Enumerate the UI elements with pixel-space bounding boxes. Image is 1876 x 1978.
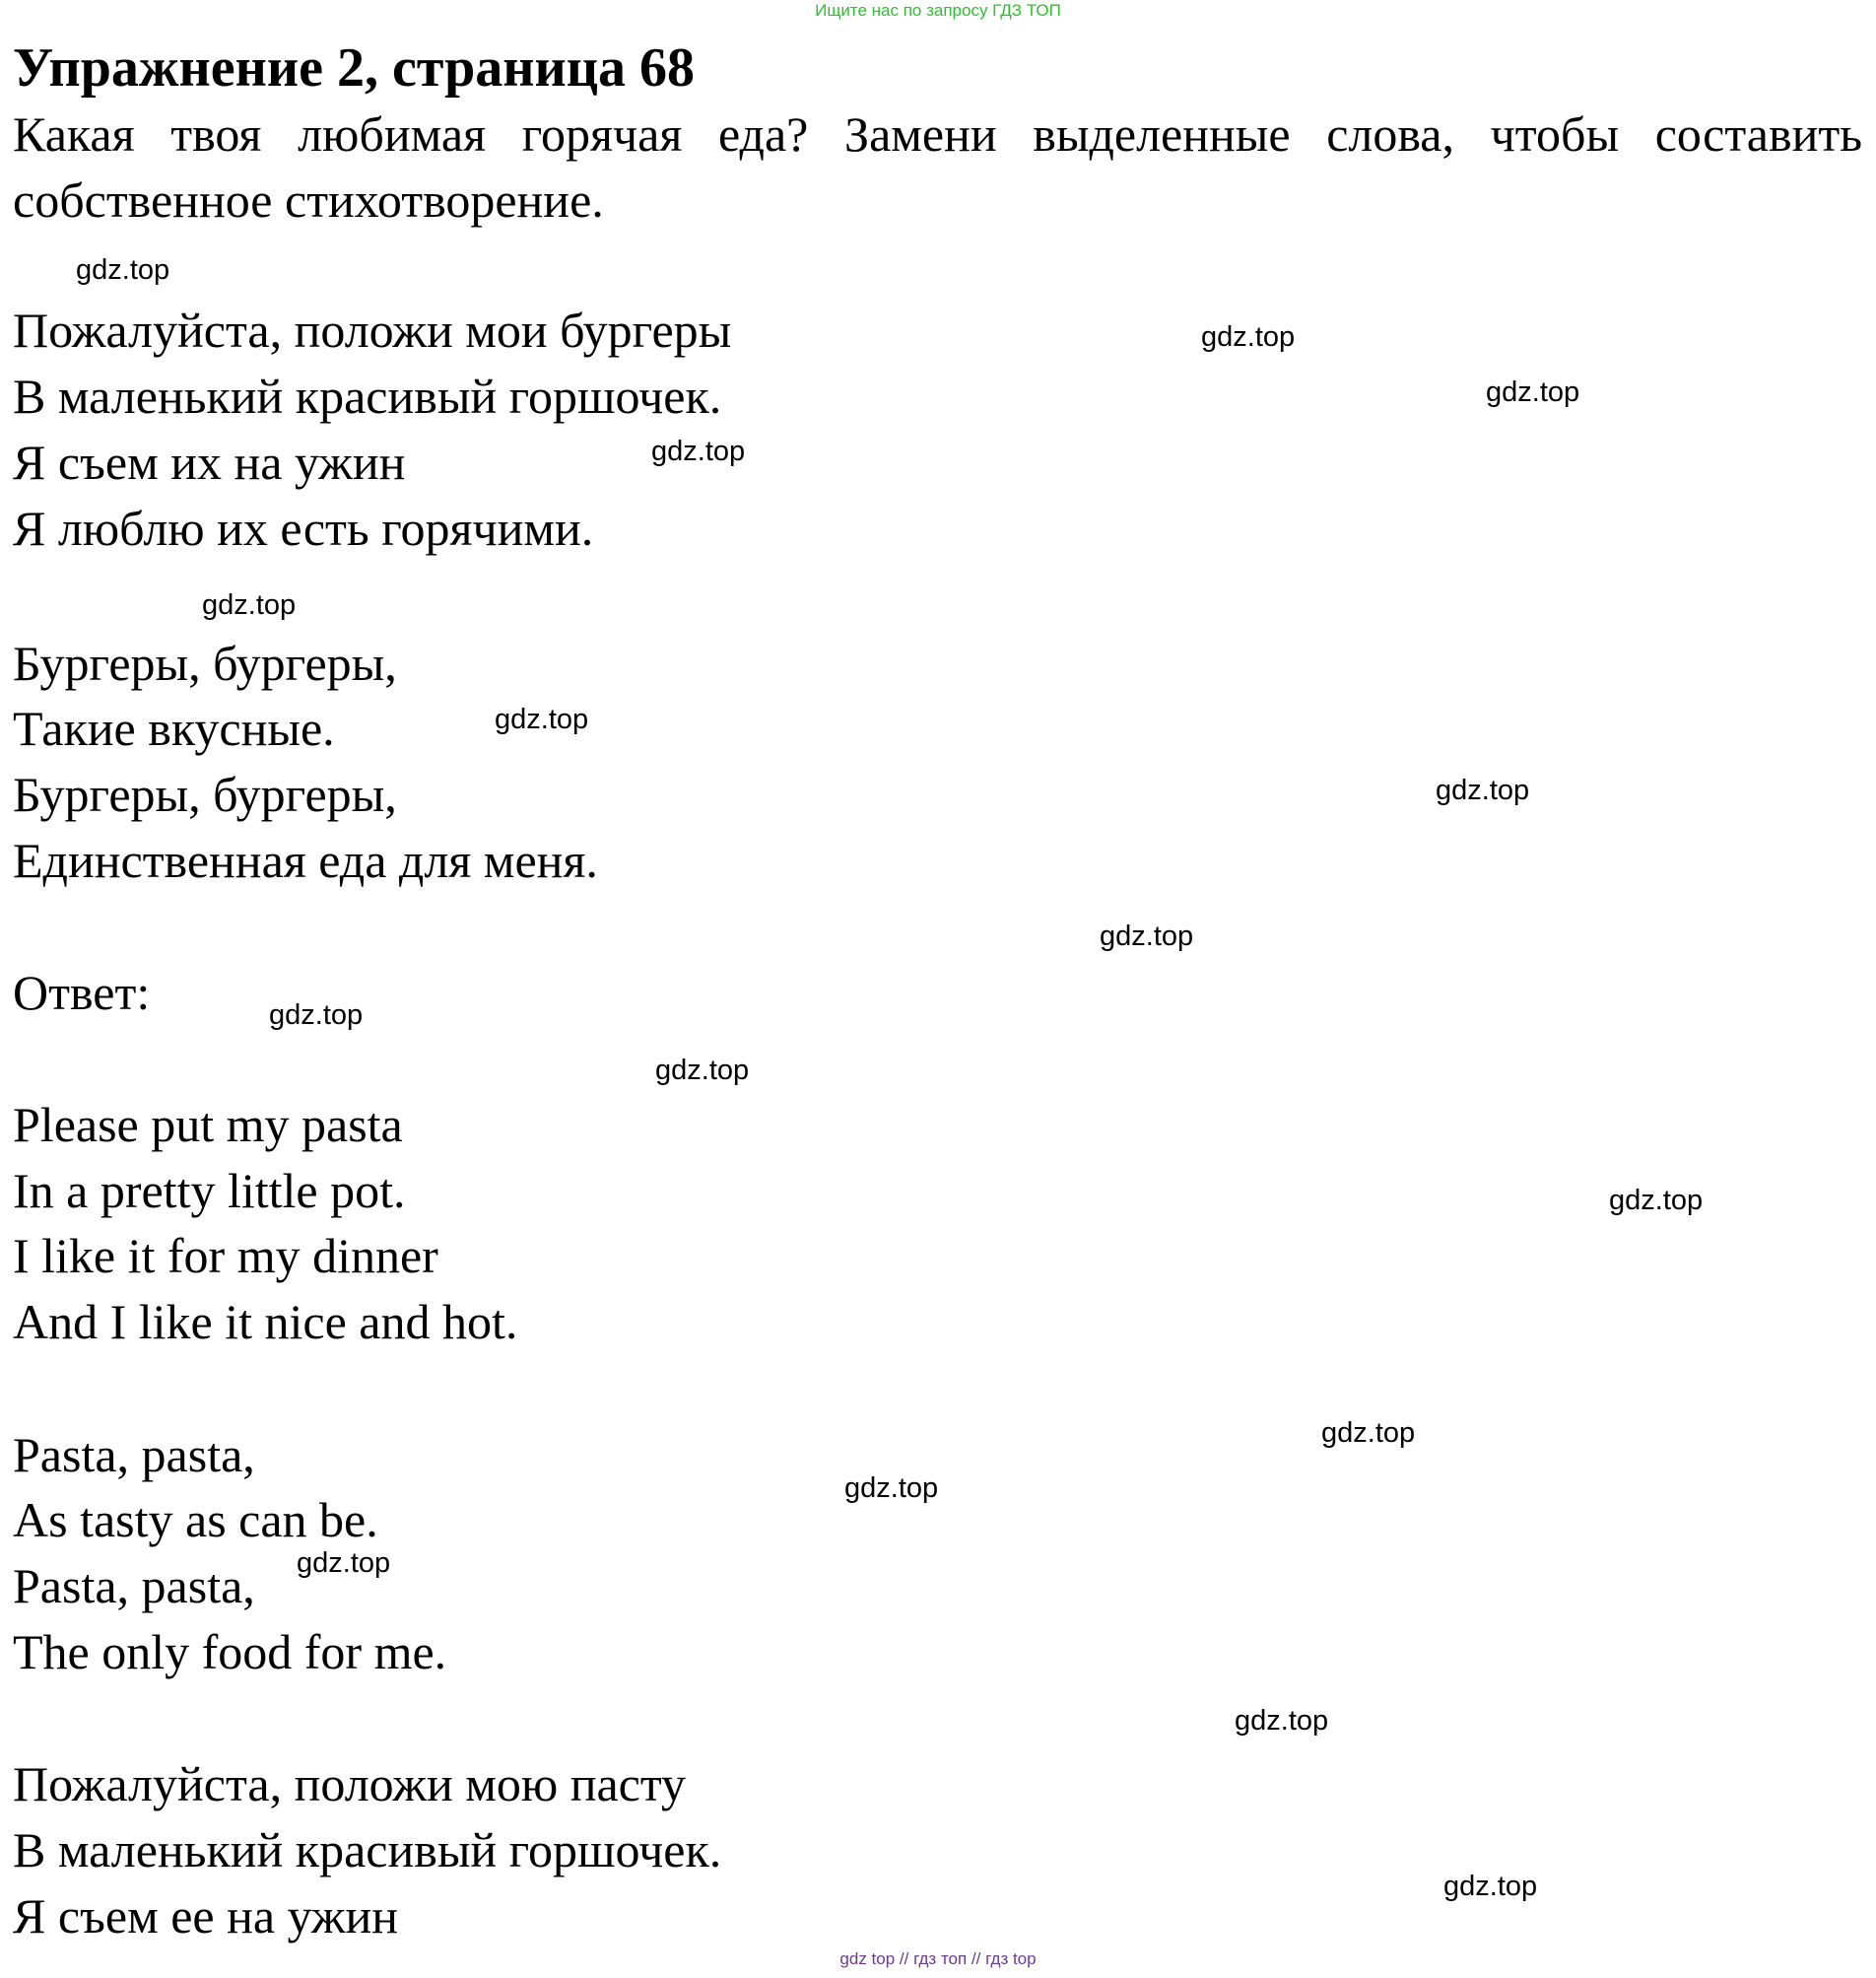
answer-en-line: As tasty as can be.	[13, 1492, 378, 1547]
watermark: gdz.top	[495, 704, 589, 735]
watermark: gdz.top	[269, 999, 364, 1031]
search-banner: Ищите нас по запросу ГДЗ ТОП	[815, 1, 1061, 20]
watermark: gdz.top	[1436, 775, 1530, 806]
watermark: gdz.top	[1321, 1417, 1416, 1449]
watermark: gdz.top	[844, 1472, 939, 1504]
poem-ru-line: Бургеры, бургеры,	[13, 767, 397, 822]
answer-en-line: And I like it nice and hot.	[13, 1294, 518, 1349]
watermark: gdz.top	[1235, 1705, 1329, 1737]
watermark: gdz.top	[1201, 321, 1296, 353]
watermark: gdz.top	[76, 254, 170, 286]
poem-ru-line: Пожалуйста, положи мои бургеры	[13, 303, 732, 358]
answer-en-line: In a pretty little pot.	[13, 1163, 406, 1218]
poem-ru-line: Я люблю их есть горячими.	[13, 501, 594, 556]
answer-en-line: Please put my pasta	[13, 1097, 403, 1152]
watermark: gdz.top	[1486, 376, 1580, 408]
poem-ru-line: Бургеры, бургеры,	[13, 636, 397, 691]
poem-ru-line: Единственная еда для меня.	[13, 833, 598, 888]
poem-ru-line: Такие вкусные.	[13, 701, 335, 756]
answer-ru-line: Пожалуйста, положи мою пасту	[13, 1756, 687, 1811]
answer-label: Ответ:	[13, 965, 151, 1020]
answer-ru-line: В маленький красивый горшочек.	[13, 1822, 722, 1877]
answer-en-line: The only food for me.	[13, 1624, 447, 1679]
watermark: gdz.top	[1100, 921, 1194, 952]
watermark: gdz.top	[297, 1547, 391, 1579]
poem-ru-line: В маленький красивый горшочек.	[13, 369, 722, 424]
exercise-instruction: Какая твоя любимая горячая еда? Замени выделенные слова, чтобы составить собственное стихотворение.	[13, 106, 1862, 228]
watermark: gdz.top	[655, 1055, 750, 1086]
answer-en-line: Pasta, pasta,	[13, 1427, 255, 1482]
poem-ru-line: Я съем их на ужин	[13, 435, 406, 490]
answer-en-line: Pasta, pasta,	[13, 1558, 255, 1613]
watermark: gdz.top	[202, 589, 297, 621]
footer-watermark: gdz top // гдз топ // гдз top	[839, 1949, 1037, 1968]
watermark: gdz.top	[651, 436, 746, 467]
answer-ru-line: Я съем ее на ужин	[13, 1888, 398, 1944]
page-title: Упражнение 2, страница 68	[13, 37, 696, 99]
watermark: gdz.top	[1609, 1185, 1704, 1216]
watermark: gdz.top	[1443, 1871, 1538, 1902]
answer-en-line: I like it for my dinner	[13, 1228, 438, 1283]
